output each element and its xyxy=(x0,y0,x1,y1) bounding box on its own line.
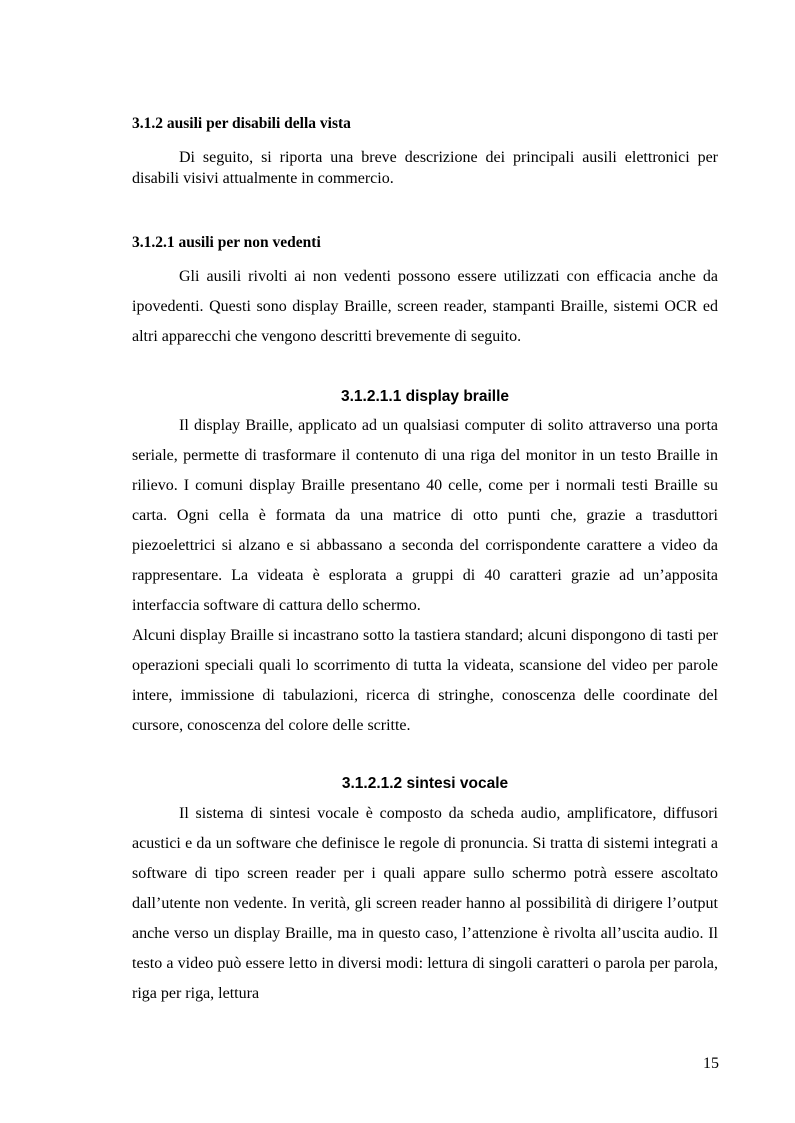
section-3-1-2-1-paragraph: Gli ausili rivolti ai non vedenti possono essere utilizzati con efficacia anche da ipovedenti. Questi sono display Braille, screen reader, stampanti Braille, sistemi OCR ed altri apparecchi che vengono descritti brevemente di seguito. xyxy=(132,268,718,345)
page-number: 15 xyxy=(703,1055,719,1072)
display-braille-paragraph-1: Il display Braille, applicato ad un qualsiasi computer di solito attraverso una porta seriale, permette di trasformare il contenuto di una riga del monitor in un testo Braille in rilievo. I comuni display Braille presentano 40 celle, come per i normali testi Braille su carta. Ogni cella è formata da una matrice di otto punti che, grazie a trasduttori piezoelettrici si alzano e si abbassano a seconda del corrispondente carattere a video da rappresentare. La videata è esplorata a gruppi di 40 caratteri grazie ad un’apposita interfaccia software di cattura dello schermo. xyxy=(132,417,718,614)
sintesi-vocale-paragraph: Il sistema di sintesi vocale è composto da scheda audio, amplificatore, diffusori acustici e da un software che definisce le regole di pronuncia. Si tratta di sistemi integrati a software di tipo screen reader per i quali appare sullo schermo potrà essere ascoltato dall’utente non vedente. In verità, gli screen reader hanno al possibilità di dirigere l’output anche verso un display Braille, ma in questo caso, l’attenzione è rivolta all’uscita audio. Il testo a video può essere letto in diversi modi: lettura di singoli caratteri o parola per parola, riga per riga, lettura xyxy=(132,805,718,1002)
section-heading-3-1-2: 3.1.2 ausili per disabili della vista xyxy=(132,115,351,132)
section-3-1-2-paragraph: Di seguito, si riporta una breve descrizione dei principali ausili elettronici per disabili visivi attualmente in commercio. xyxy=(132,149,718,187)
display-braille-paragraph-2: Alcuni display Braille si incastrano sotto la tastiera standard; alcuni dispongono di tasti per operazioni speciali quali lo scorrimento di tutta la videata, scansione del video per parole intere, immissione di tabulazioni, ricerca di stringhe, conoscenza delle coordinate del cursore, conoscenza del colore delle scritte. xyxy=(132,627,718,734)
section-heading-sintesi-vocale: 3.1.2.1.2 sintesi vocale xyxy=(341,775,509,792)
section-heading-3-1-2-1: 3.1.2.1 ausili per non vedenti xyxy=(132,234,321,251)
section-heading-display-braille: 3.1.2.1.1 display braille xyxy=(340,388,509,405)
